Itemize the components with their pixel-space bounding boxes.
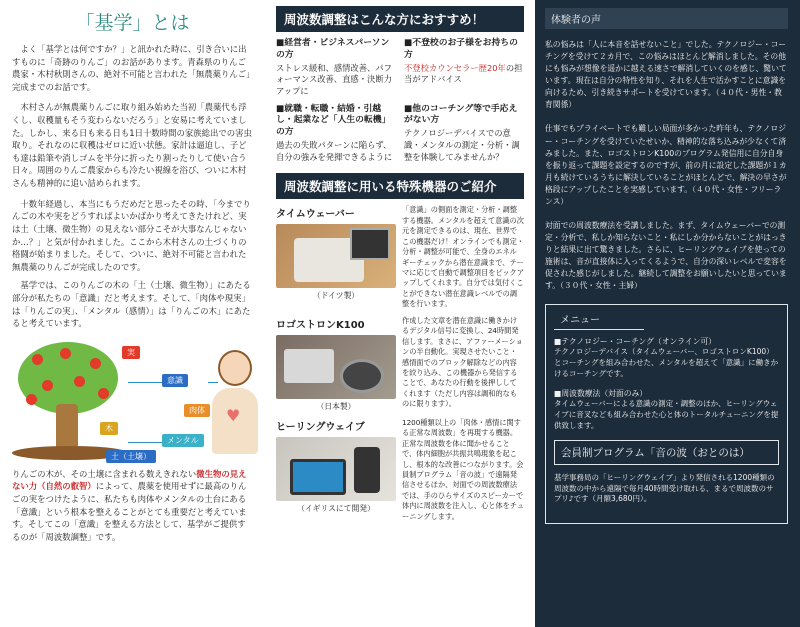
recommend-box-head: ■他のコーチング等で手応えがない方 [404, 103, 518, 126]
recommend-box-head: ■不登校のお子様をお持ちの方 [404, 38, 518, 60]
apple-icon [98, 388, 109, 399]
device-caption: （ドイツ製） [312, 291, 360, 301]
device-photo [276, 437, 396, 501]
label-body: 肉体 [184, 404, 210, 417]
apple-icon [42, 380, 53, 391]
testimonial-1: 私の悩みは「人に本音を話せないこと」でした。テクノロジー・コーチングを受けて２カ月で、この悩みはほとんど解消しました。その他にも悩みが想像を遥かに越える速さで解消していくのを感じ、驚いています。現在は自分の特性を知り、それを人生で活かすことに意識を向けるため、引き続きサポートを受けています。（４０代・男性・教育関係） [545, 40, 787, 110]
recommend-box-coaching [404, 104, 524, 164]
column-about [0, 0, 265, 627]
recommend-box-body: ストレス緩和、感情改善、パフォーマンス改善、直感・決断力アップに [276, 62, 392, 96]
apple-tree-illustration [12, 336, 253, 462]
devices-title: 周波数調整に用いる特殊機器のご紹介 [276, 173, 524, 199]
club-body: 基学事務局の「ヒーリングウェイブ」より発信される1200種類の周波数の中から遠隔で毎月40時間受け取れる、まるで周波数のサプリ♪です（月額3,680円）。 [554, 472, 775, 504]
about-para-2: 木村さんが無農薬りんごに取り組み始めた当初「農薬代も浮くし、収穫量もそう変わらないだろう」と安易に考えていました。しかし、来る日も来る日も1日十数時間の家族総出での害虫取り。それなのに収穫はゼロに近い状態。家計は逼迫し、子ども達は鉛筆や消しゴムを半分に折ったり割ったりして使い合う日々。周囲のりんご農家からも冷たい視線を浴び、ついに木村さんも精神的に追い詰められます。 [12, 102, 252, 189]
column-recommend [268, 0, 530, 627]
about-para-1: よく「基学とは何ですか？」と訊かれた時に、引き合いに出すものに「奇跡のりんご」のお話があります。青森県のりんご農家・木村秋則さんの、絶対不可能と言われた「無農薬りんご」完成までのお話です。 [12, 44, 251, 92]
device-healingwave [276, 418, 524, 522]
device-description: 「意識」の側面を測定・分析・調整する機器。メンタルを超えて意識の次元を測定できるのは、現在、世界でこの機器だけ！オンラインでも測定・分析・調整が可能で、全身のエネルギーチェックから潜在意識まで、テーマに応じて自動で調整項目をピックアップしてくれます。自分では気付くことができない潜在意識レベルでの調整を行います。 [402, 205, 524, 309]
label-mental: メンタル [162, 434, 204, 447]
para5-highlight: 微生物の見えない力（自然の叡智） [12, 468, 247, 492]
about-para-4: 基学では、このりんごの木の「土（土壌、微生物）」にあたる部分が私たちの「意識」だと考えます。そして、「肉体や現実」は「りんごの実」、「メンタル（感情）」は「りんごの木」にあたると考えています。 [12, 280, 251, 329]
recommend-box-body [404, 63, 524, 86]
menu-item-coaching-body: テクノロジーデバイス（タイムウェーバー、ロゴストロンK100）とコーチングを組み合わせた、メンタルを超えて「意識」に働きかけるコーチングです。 [554, 347, 779, 379]
apple-icon [26, 394, 37, 405]
menu-title: メニュー [554, 311, 644, 330]
label-tree: 木 [100, 422, 118, 435]
menu-item-coaching-head: ■テクノロジー・コーチング（オンライン可） [554, 337, 717, 347]
apple-icon [90, 358, 101, 369]
menu-item-therapy-body: タイムウェーバーによる意識の測定・調整のほか、ヒーリングウェイブに音叉なども組み合わせた心と体のトータルチューニングを提供致します。 [554, 399, 779, 430]
person-illustration [208, 350, 260, 458]
device-photo [276, 224, 396, 288]
club-title: 会員制プログラム「音の波（おとのは） [554, 440, 779, 465]
device-description: 作成した文章を潜在意識に働きかけるデジタル信号に変換し、24時間発信します。まさに、アファーメーションの半自動化。実現させたいこと・感情面でのブロック解除などの内容を絞り込み、この機器から発信することで、あなたの行動を後押ししてくれます（ただし内容は調和的なものに限ります）。 [402, 315, 523, 409]
apple-icon [60, 348, 71, 359]
apple-icon [74, 376, 85, 387]
recommend-grid [276, 38, 524, 163]
device-name: ヒーリングウェイブ [276, 421, 365, 433]
connector-line [128, 382, 162, 383]
counselor-highlight: 不登校カウンセラー歴20年 [404, 62, 506, 73]
column-testimonials [535, 0, 800, 627]
about-para-3: 十数年経過し、本当にもうだめだと思ったその時、「今までりんごの木や実をどうすればよいかばかり考えてきたけれど、実は土（土壌、微生物）の見えない部分こそが大事なんじゃないか…？」と気が付かれました。ここから木村さんの土づくりの格闘が始まりました。そして、ついに、絶対不可能と言われた無農薬のりんごが完成したのです。 [12, 198, 251, 272]
device-name: ロゴストロンK100 [276, 319, 365, 331]
device-caption: （日本製） [316, 401, 356, 411]
testimonials-title: 体験者の声 [545, 8, 788, 29]
device-timewaver [276, 205, 524, 309]
label-soil: 土（土壌） [106, 450, 156, 463]
recommend-title: 周波数調整はこんな方におすすめ！ [276, 6, 524, 32]
apple-icon [32, 354, 43, 365]
counselor-text: の担当がアドバイス [404, 62, 523, 85]
testimonial-2: 仕事でもプライベートでも難しい局面が多かった昨年も、テクノロジー・コーチングを受けていたせいか、精神的な落ち込みが少なくて済みました。また、ロゴストロンK100のプログラム発信用に自分自身を振り返って課題を設定するのですが、前の月に設定した課題が１カ月も続けているうちに解決していることがほとんどで、解決の早さが格段にアップしたことを実感しています。（４０代・女性・フリーランス） [545, 124, 787, 206]
recommend-box-head: ■就職・転職・結婚・引越し・起業など「人生の転機」の方 [276, 103, 391, 138]
label-consciousness: 意識 [162, 374, 188, 387]
device-logostron [276, 316, 524, 412]
para5-text-a: りんごの木が、その土壌に含まれる数えきれない [12, 468, 197, 479]
device-description: 1200種類以上の「肉体・感情に関する正常な周波数」を再現する機器。正常な周波数を体に聞かせることで、体内細胞が共振共鳴現象を起こし、根本的な改善につながります。会員制プログラム「音の波」で遠隔発信させるほか、対面での周波数療法では、手のひらサイズのスピーカーで体内に周波数を注入し、心と体をチューニングします。 [402, 417, 524, 521]
label-fruit: 実 [122, 346, 140, 359]
recommend-box-business [276, 38, 396, 98]
device-name: タイムウェーバー [276, 209, 355, 221]
menu-box [545, 304, 788, 524]
heart-icon: ♥ [226, 405, 241, 425]
connector-line [128, 442, 162, 443]
about-para-5 [12, 468, 253, 544]
about-title: 「基学」とは [75, 12, 190, 34]
recommend-box-body: 過去の失敗パターンに陥らず、自分の強みを発揮できるように [276, 140, 393, 162]
testimonial-3: 対面での周波数療法を受講しました。まず、タイムウェーバーでの測定・分析で、私しか知らないこと・私にしか分からないことがはっきりと結果に出て驚きました。さらに、ヒーリングウェイブを使っての施術は、音が直接体に入ってくるようで、自分の深いレベルで変容を促された感じがしました。継続して調整をお願いしたいと思っています。（３０代・女性・主婦） [545, 221, 787, 291]
recommend-box-turning-point [276, 104, 396, 164]
menu-item-therapy-head: ■周波数療法（対面のみ） [554, 389, 648, 399]
tree-trunk-icon [56, 404, 78, 450]
recommend-box-body: テクノロジーデバイスでの意識・メンタルの測定・分析・調整を体験してみませんか？ [404, 128, 520, 162]
person-head-icon [218, 350, 252, 386]
device-photo [276, 335, 396, 399]
device-caption: （イギリスにて開発） [297, 503, 375, 513]
recommend-box-head: ■経営者・ビジネスパーソンの方 [276, 38, 390, 60]
recommend-box-school [404, 38, 524, 98]
para5-text-b: によって、農薬を使用せずに最高のりんごの実をつけたように、私たちも肉体やメンタルの土台にある「意識」という根本を整えることがとても重要だと考えています。そしてこの「意識」を整える方法として、基学がご提供するのが「周波数調整」です。 [12, 481, 247, 542]
